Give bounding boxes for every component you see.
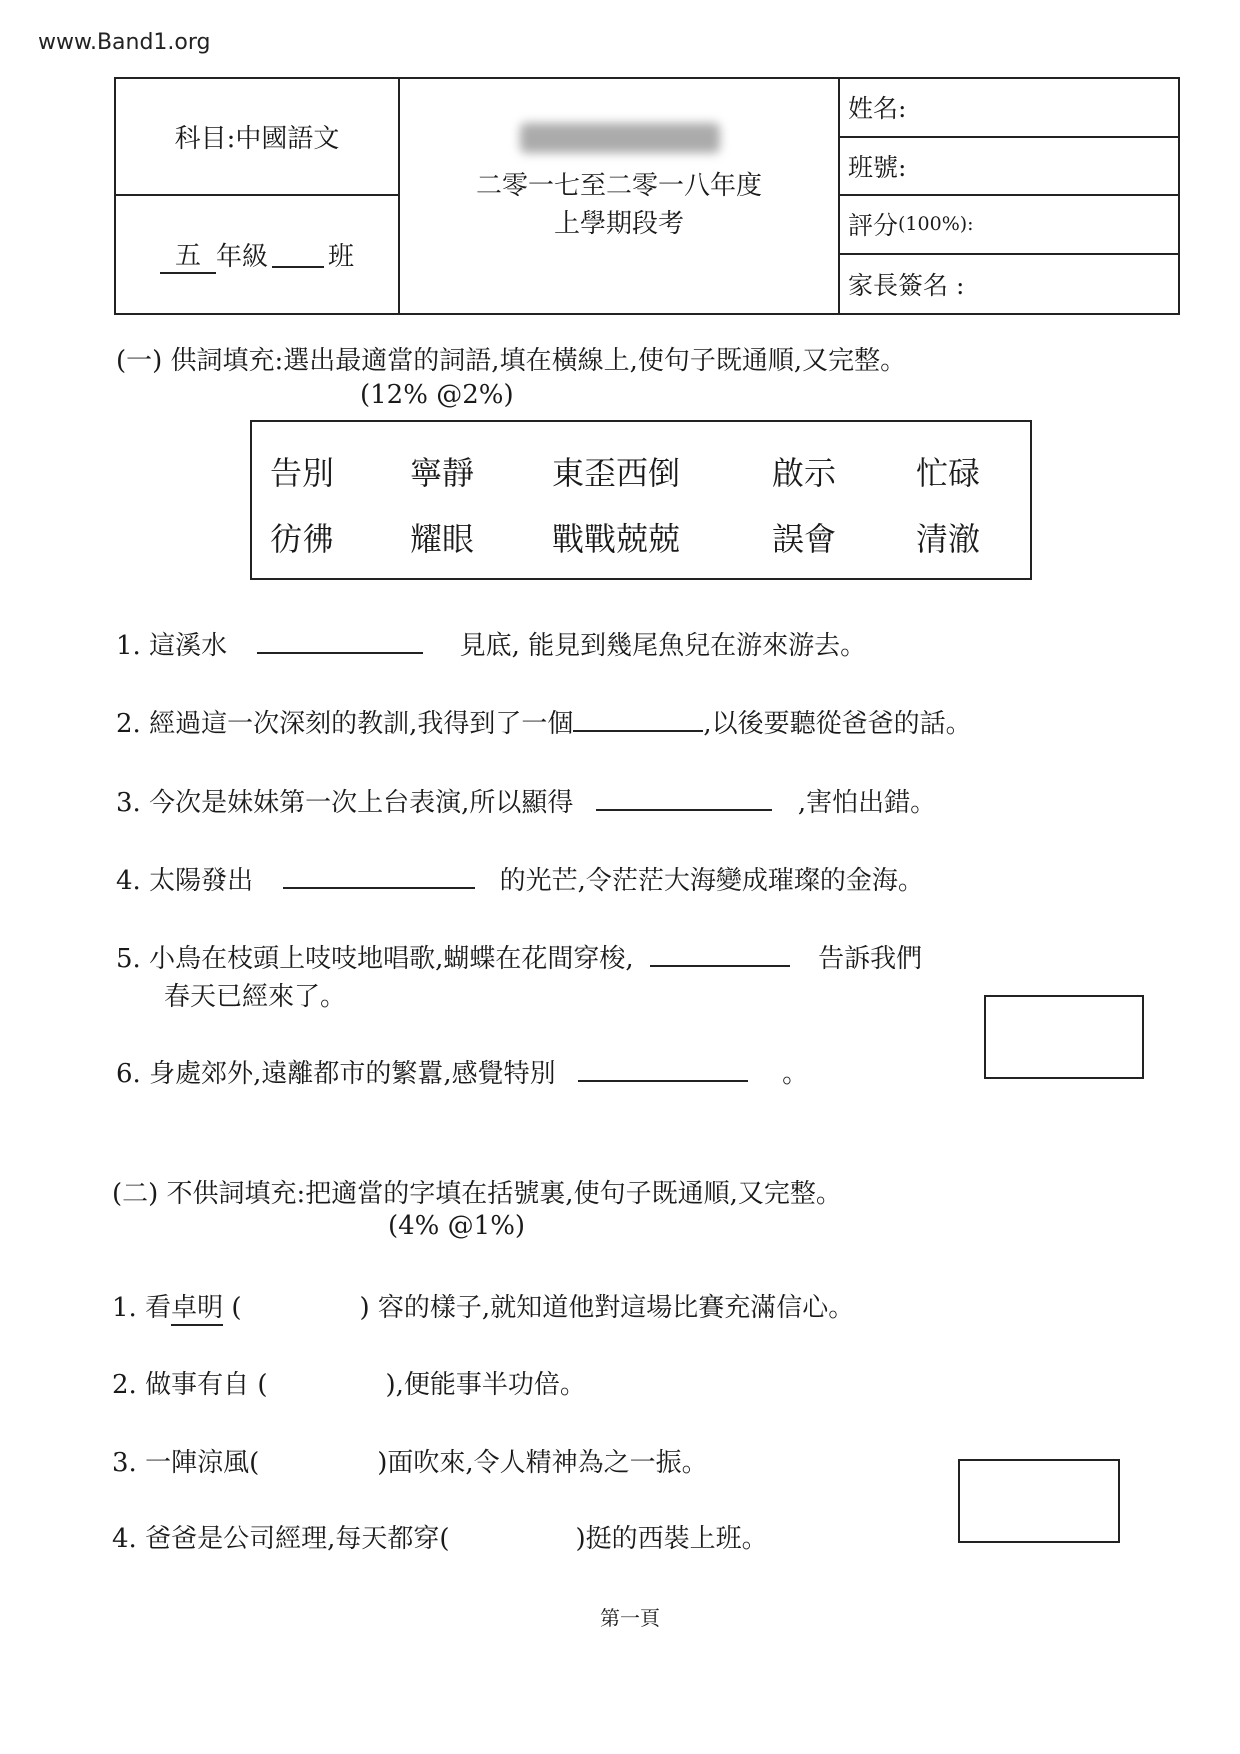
s2-q1-open-paren: ( <box>231 1293 242 1323</box>
score-label: 評分 <box>848 211 899 241</box>
page-number: 第一頁 <box>600 1606 660 1630</box>
grade-value: 五 <box>160 235 216 274</box>
word-bank-item: 耀眼 <box>410 520 475 558</box>
name-label: 姓名: <box>848 94 907 124</box>
s1-q5-after: 告訴我們 <box>818 944 923 974</box>
s1-q5-blank[interactable] <box>650 941 790 967</box>
subject-cell <box>116 79 398 196</box>
site-watermark: www.Band1.org <box>38 30 211 55</box>
s1-q4-blank[interactable] <box>283 863 475 889</box>
section2-marks: (4% @1%) <box>388 1211 526 1241</box>
s1-q3-after: ,害怕出錯。 <box>797 788 937 818</box>
word-bank-item: 東歪西倒 <box>552 454 681 492</box>
s1-q1-before: 1. 這溪水 <box>116 631 228 661</box>
class-blank[interactable] <box>272 242 324 268</box>
s2-question-4 <box>112 1518 768 1555</box>
s2-q3-before: 3. 一陣涼風( <box>112 1448 260 1478</box>
parent-signature-label: 家長簽名 : <box>848 270 965 300</box>
word-bank-item: 忙碌 <box>916 454 981 492</box>
s1-question-5 <box>116 938 922 975</box>
word-bank-item: 清澈 <box>916 520 981 558</box>
class-label: 班 <box>328 242 355 272</box>
s1-q4-before: 4. 太陽發出 <box>116 866 254 896</box>
s1-q5-continuation: 春天已經來了。 <box>164 982 347 1012</box>
word-bank-item: 誤會 <box>772 520 837 558</box>
s2-question-2 <box>112 1364 586 1401</box>
s1-q6-after: 。 <box>782 1059 809 1089</box>
word-bank <box>250 420 1032 580</box>
s1-q2-blank[interactable] <box>573 706 703 732</box>
s1-question-1 <box>116 625 866 662</box>
s1-question-3 <box>116 782 936 819</box>
section1-heading: (一) 供詞填充:選出最適當的詞語,填在橫線上,使句子既通順,又完整。 <box>116 346 907 376</box>
s2-q1-after: ) 容的樣子,就知道他對這場比賽充滿信心。 <box>359 1293 855 1323</box>
s1-q2-after: ,以後要聽從爸爸的話。 <box>703 709 972 739</box>
section1-score-box[interactable] <box>984 995 1144 1079</box>
s1-q5-before: 5. 小鳥在枝頭上吱吱地唱歌,蝴蝶在花間穿梭, <box>116 944 634 974</box>
s1-question-4 <box>116 860 924 897</box>
grade-cell <box>116 196 398 313</box>
s1-question-6 <box>116 1053 808 1090</box>
s1-q3-blank[interactable] <box>596 785 772 811</box>
s2-q2-after: ),便能事半功倍。 <box>385 1370 586 1400</box>
s2-q4-before: 4. 爸爸是公司經理,每天都穿( <box>112 1524 450 1554</box>
section1-marks: (12% @2%) <box>360 380 514 410</box>
s1-q6-before: 6. 身處郊外,遠離都市的繁囂,感覺特別 <box>116 1059 556 1089</box>
s1-q4-after: 的光芒,令茫茫大海變成璀璨的金海。 <box>499 866 924 896</box>
s1-q3-before: 3. 今次是妹妹第一次上台表演,所以顯得 <box>116 788 574 818</box>
header-left-column <box>116 79 400 313</box>
exam-term-title: 上學期段考 <box>553 209 684 239</box>
header-title-column <box>400 79 840 313</box>
word-bank-item: 寧靜 <box>410 454 475 492</box>
word-bank-item: 戰戰兢兢 <box>552 520 681 558</box>
subject-label: 科目:中國語文 <box>174 124 340 154</box>
word-bank-item: 彷彿 <box>270 520 335 558</box>
section2-score-box[interactable] <box>958 1459 1120 1543</box>
s1-q1-after: 見底, 能見到幾尾魚兒在游來游去。 <box>459 631 867 661</box>
class-number-label: 班號: <box>848 152 907 182</box>
header-info-column <box>840 79 1178 313</box>
name-field[interactable] <box>840 79 1178 138</box>
s2-q2-before: 2. 做事有自 ( <box>112 1370 268 1400</box>
school-name-redacted <box>520 123 720 153</box>
grade-label: 年級 <box>215 242 268 272</box>
s1-q1-blank[interactable] <box>257 628 423 654</box>
exam-year-title: 二零一七至二零一八年度 <box>475 171 762 201</box>
s1-question-2 <box>116 703 972 740</box>
score-field[interactable] <box>840 196 1178 255</box>
s2-q1-before: 1. 看 <box>112 1293 172 1323</box>
exam-header-table <box>114 77 1180 315</box>
class-number-field[interactable] <box>840 138 1178 197</box>
s2-q1-proper-name: 卓明 <box>171 1287 223 1326</box>
s2-question-3 <box>112 1442 708 1479</box>
word-bank-item: 啟示 <box>772 454 837 492</box>
word-bank-item: 告別 <box>270 454 335 492</box>
s2-question-1 <box>112 1287 854 1326</box>
section2-heading: (二) 不供詞填充:把適當的字填在括號裏,使句子既通順,又完整。 <box>112 1179 842 1209</box>
s1-q2-before: 2. 經過這一次深刻的教訓,我得到了一個 <box>116 709 574 739</box>
score-percent: (100%): <box>898 213 974 236</box>
s2-q4-after: )挺的西裝上班。 <box>575 1524 768 1554</box>
s2-q3-after: )面吹來,令人精神為之一振。 <box>377 1448 708 1478</box>
parent-signature-field[interactable] <box>840 255 1178 314</box>
s1-q6-blank[interactable] <box>578 1056 748 1082</box>
